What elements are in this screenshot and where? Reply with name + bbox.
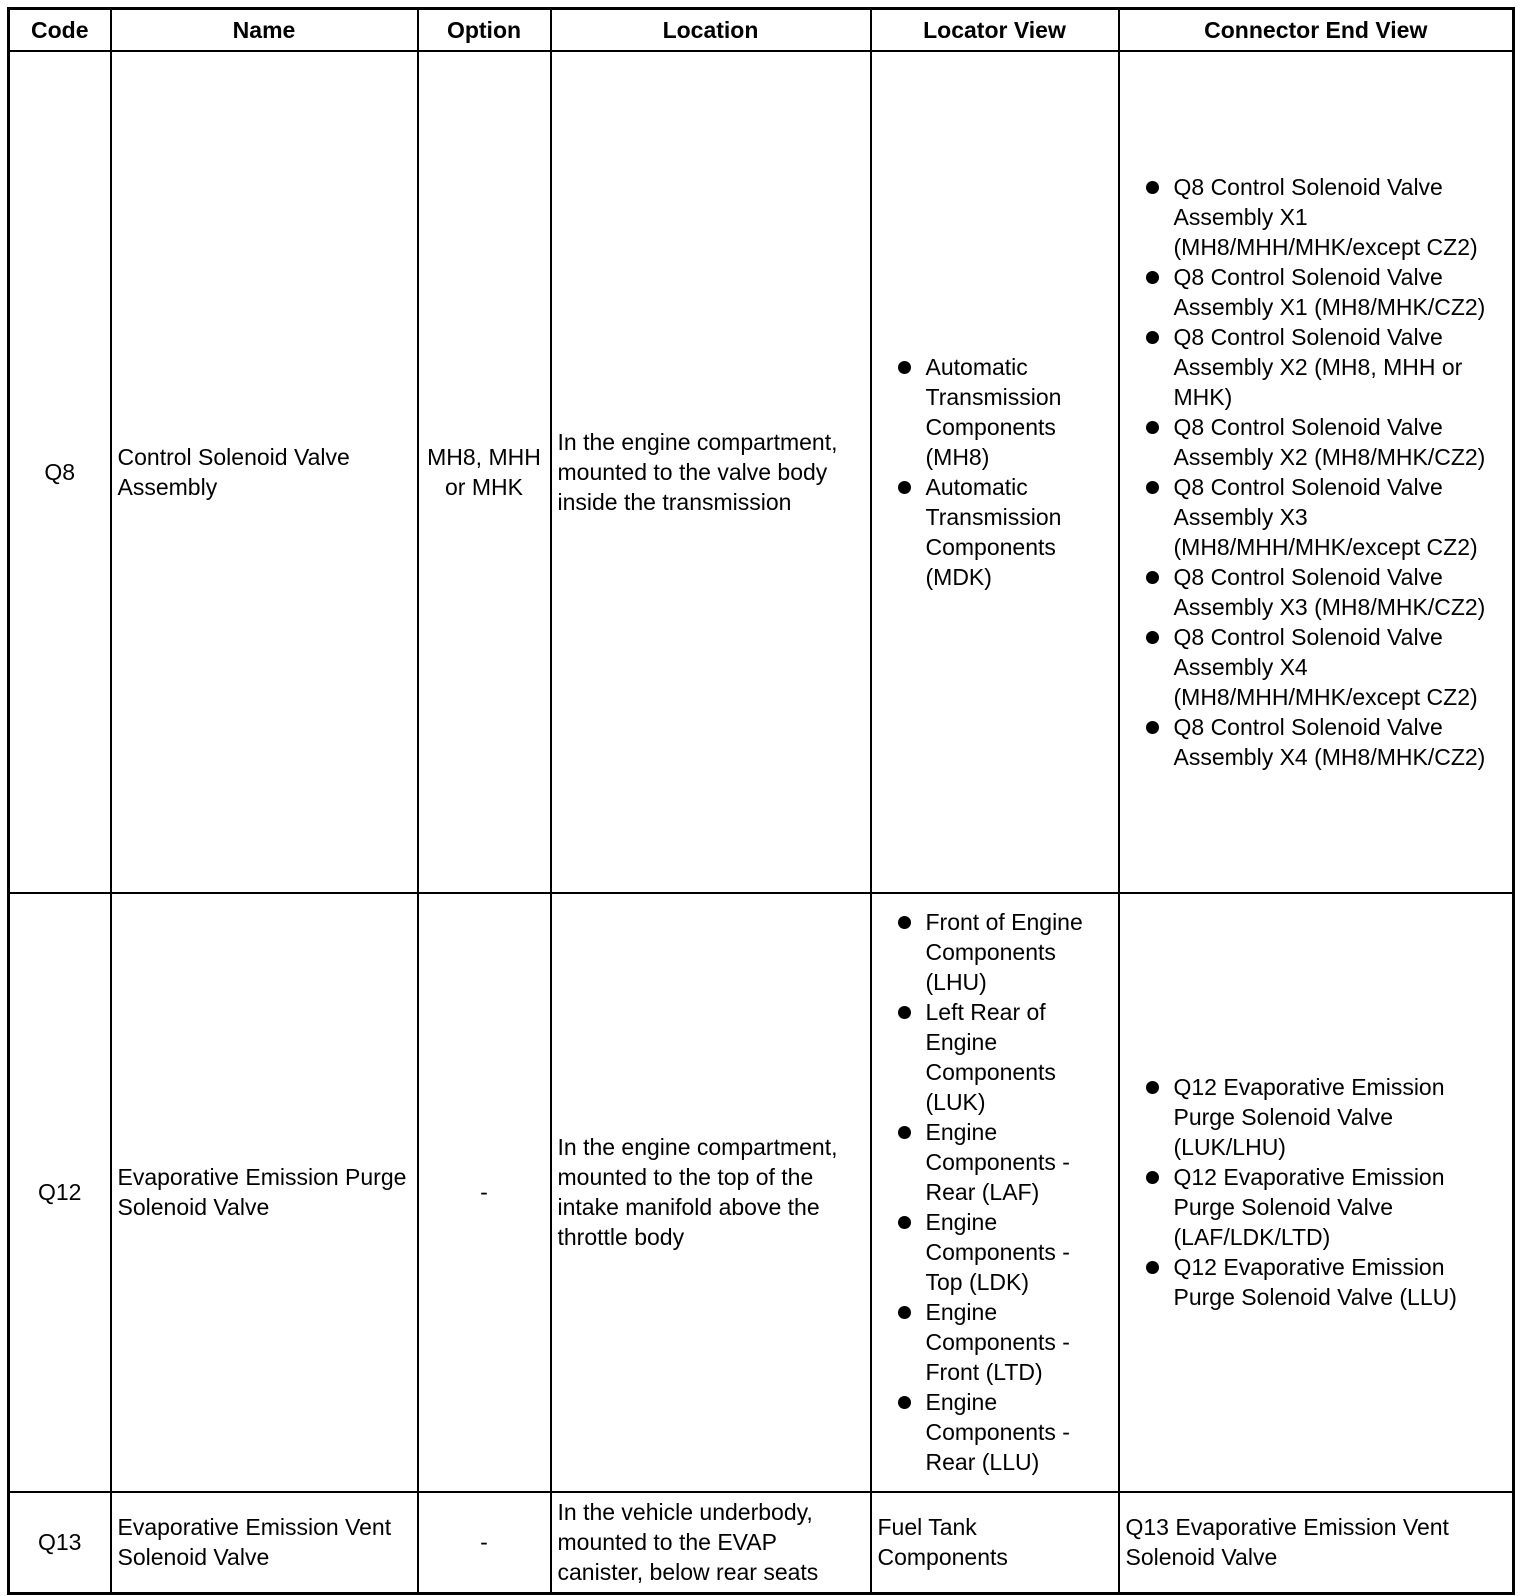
connector-end-view-item: Q8 Control Solenoid Valve Assembly X2 (MH8, MHH or MHK) bbox=[1126, 322, 1507, 412]
header-option: Option bbox=[418, 9, 551, 52]
locator-view-item: Front of Engine Components (LHU) bbox=[878, 907, 1112, 997]
connector-end-view-item: Q8 Control Solenoid Valve Assembly X4 (MH8/MHK/CZ2) bbox=[1126, 712, 1507, 772]
connector-end-view-item: Q8 Control Solenoid Valve Assembly X3 (MH8/MHK/CZ2) bbox=[1126, 562, 1507, 622]
header-row bbox=[9, 9, 1514, 52]
option-cell: MH8, MHH or MHK bbox=[418, 51, 551, 893]
connector-end-view-item: Q12 Evaporative Emission Purge Solenoid Valve (LUK/LHU) bbox=[1126, 1072, 1507, 1162]
location-cell: In the vehicle underbody, mounted to the EVAP canister, below rear seats bbox=[551, 1492, 871, 1594]
connector-end-view-cell bbox=[1119, 893, 1514, 1492]
code-cell: Q12 bbox=[9, 893, 111, 1492]
locator-view-cell: Fuel Tank Components bbox=[871, 1492, 1119, 1594]
table-row bbox=[9, 1492, 1514, 1594]
header-code: Code bbox=[9, 9, 111, 52]
component-locator-table bbox=[7, 7, 1515, 1595]
location-cell: In the engine compartment, mounted to the valve body inside the transmission bbox=[551, 51, 871, 893]
name-cell: Evaporative Emission Vent Solenoid Valve bbox=[111, 1492, 418, 1594]
option-cell: - bbox=[418, 893, 551, 1492]
header-connector-end-view: Connector End View bbox=[1119, 9, 1514, 52]
code-cell: Q13 bbox=[9, 1492, 111, 1594]
name-cell: Evaporative Emission Purge Solenoid Valve bbox=[111, 893, 418, 1492]
connector-end-view-item: Q8 Control Solenoid Valve Assembly X1 (MH8/MHH/MHK/except CZ2) bbox=[1126, 172, 1507, 262]
table-row bbox=[9, 51, 1514, 893]
connector-end-view-item: Q8 Control Solenoid Valve Assembly X4 (MH8/MHH/MHK/except CZ2) bbox=[1126, 622, 1507, 712]
connector-end-view-item: Q12 Evaporative Emission Purge Solenoid Valve (LLU) bbox=[1126, 1252, 1507, 1312]
connector-end-view-item: Q12 Evaporative Emission Purge Solenoid Valve (LAF/LDK/LTD) bbox=[1126, 1162, 1507, 1252]
header-location: Location bbox=[551, 9, 871, 52]
locator-view-item: Automatic Transmission Components (MDK) bbox=[878, 472, 1112, 592]
locator-view-item: Engine Components - Rear (LLU) bbox=[878, 1387, 1112, 1477]
connector-end-view-item: Q8 Control Solenoid Valve Assembly X1 (MH8/MHK/CZ2) bbox=[1126, 262, 1507, 322]
header-locator-view: Locator View bbox=[871, 9, 1119, 52]
locator-view-cell bbox=[871, 893, 1119, 1492]
locator-view-item: Automatic Transmission Components (MH8) bbox=[878, 352, 1112, 472]
locator-view-item: Engine Components - Top (LDK) bbox=[878, 1207, 1112, 1297]
locator-view-cell bbox=[871, 51, 1119, 893]
location-cell: In the engine compartment, mounted to the top of the intake manifold above the throttle body bbox=[551, 893, 871, 1492]
locator-view-item: Left Rear of Engine Components (LUK) bbox=[878, 997, 1112, 1117]
connector-end-view-cell: Q13 Evaporative Emission Vent Solenoid Valve bbox=[1119, 1492, 1514, 1594]
connector-end-view-item: Q8 Control Solenoid Valve Assembly X2 (MH8/MHK/CZ2) bbox=[1126, 412, 1507, 472]
locator-view-item: Engine Components - Rear (LAF) bbox=[878, 1117, 1112, 1207]
code-cell: Q8 bbox=[9, 51, 111, 893]
connector-end-view-cell bbox=[1119, 51, 1514, 893]
header-name: Name bbox=[111, 9, 418, 52]
name-cell: Control Solenoid Valve Assembly bbox=[111, 51, 418, 893]
option-cell: - bbox=[418, 1492, 551, 1594]
table-row bbox=[9, 893, 1514, 1492]
locator-view-item: Engine Components - Front (LTD) bbox=[878, 1297, 1112, 1387]
connector-end-view-item: Q8 Control Solenoid Valve Assembly X3 (MH8/MHH/MHK/except CZ2) bbox=[1126, 472, 1507, 562]
